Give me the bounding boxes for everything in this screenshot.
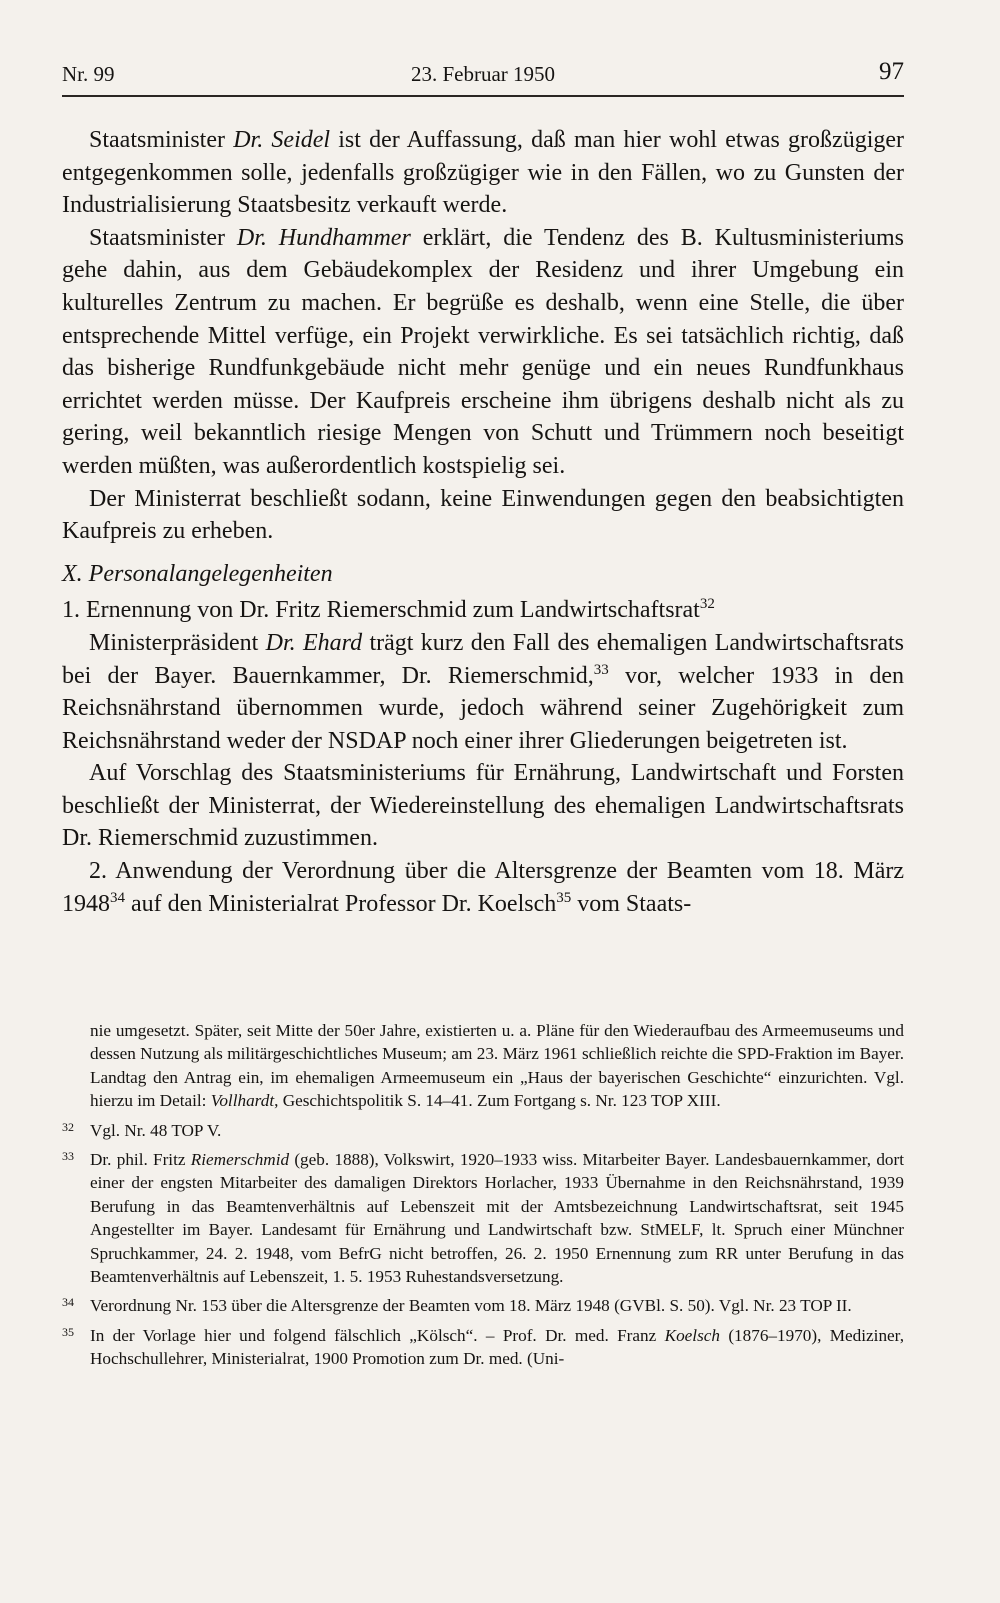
footnote-number: 35 <box>62 1324 74 1339</box>
paragraph-text: trägt kurz den Fall des ehemaligen Landwirtschaftsrats bei der Bayer. Bauernkammer, Dr. Riemerschmid, <box>62 629 904 689</box>
footnote-ref: 33 <box>593 661 609 678</box>
person-name: Koelsch <box>664 1325 720 1345</box>
footnote-ref: 32 <box>699 596 715 613</box>
footnote-text: In der Vorlage hier und folgend fälschlich „Kölsch“. – Prof. Dr. med. Franz <box>90 1325 665 1345</box>
footnote-continuation <box>62 1019 904 1113</box>
paragraph-text: Staatsminister <box>89 127 234 153</box>
footnote-text: Vgl. Nr. 48 TOP V. <box>90 1120 222 1140</box>
paragraph-text: 2. Anwendung der Verordnung über die Altersgrenze der Beamten vom 18. März 1948 <box>62 858 904 917</box>
page-number: 97 <box>879 58 904 85</box>
paragraph-proposal: Auf Vorschlag des Staatsministeriums für Ernährung, Landwirtschaft und Forsten beschließt der Ministerrat, der Wiedereinstellung des ehemaligen Landwirtschaftsrats Dr. Riemerschmid zuzustimmen. <box>62 760 904 852</box>
footnote-33 <box>62 1148 904 1288</box>
footnote-35 <box>62 1324 904 1371</box>
paragraph-text: Staatsminister <box>89 224 237 251</box>
footnote-text: (geb. 1888), Volkswirt, 1920–1933 wiss. Mitarbeiter Bayer. Landesbauernkammer, dort einer der engsten Mitarbeiter des damaligen Direktors Horlacher, 1933 Übernahme in den Reichsnährstand, 1939 Berufung in das Beamtenverhältnis auf Lebenszeit mit der Amtsbezeichnung Landwirtschaftsrat, seit 1945 Angestellter im Bayer. Landesamt für Ernährung und Landwirtschaft bzw. StMELF, lt. Spruch einer Münchner Spruchkammer, 24. 2. 1948, vom BefrG nicht betroffen, 26. 2. 1950 Ernennung zum RR unter Berufung in das Beamtenverhältnis auf Lebenszeit, 1. 5. 1953 Ruhestandsversetzung. <box>90 1150 905 1287</box>
section-heading: X. Personalangelegenheiten <box>62 560 333 587</box>
footnote-number: 34 <box>62 1295 74 1310</box>
agenda-item-1 <box>62 594 904 627</box>
paragraph-text: Ministerpräsident <box>89 629 266 656</box>
paragraph-hundhammer <box>62 222 904 483</box>
speaker-name: Dr. Hundhammer <box>236 224 411 251</box>
running-header <box>62 58 904 94</box>
footnote-text: Verordnung Nr. 153 über die Altersgrenze der Beamten vom 18. März 1948 (GVBl. S. 50). Vgl. Nr. 23 TOP II. <box>90 1296 852 1316</box>
paragraph-text: vor, welcher 1933 in den Reichsnährstand übernommen wurde, jedoch während seiner Zugehörigkeit zum Reichsnährstand weder der NSDAP noch einer ihrer Gliederungen beigetreten ist. <box>62 662 904 754</box>
footnote-text: Dr. phil. Fritz <box>90 1150 191 1170</box>
main-text <box>62 124 904 920</box>
footnote-text: , Geschichtspolitik S. 14–41. Zum Fortgang s. Nr. 123 TOP XIII. <box>274 1091 721 1111</box>
header-date: 23. Februar 1950 <box>410 62 556 86</box>
document-number: Nr. 99 <box>62 62 115 86</box>
paragraph-text: ist der Auffassung, daß man hier wohl etwas großzügiger entgegenkommen solle, jedenfalls großzügiger wie in den Fällen, wo zu Gunsten der Industrialisierung Staatsbesitz verkauft werde. <box>62 127 905 219</box>
agenda-item-2 <box>62 855 904 920</box>
speaker-name: Dr. Seidel <box>233 127 331 153</box>
paragraph-ehard <box>62 627 904 757</box>
footnote-34 <box>62 1294 904 1317</box>
paragraph-text: vom Staats- <box>571 890 692 917</box>
footnotes <box>62 1019 904 1371</box>
person-name: Riemerschmid <box>190 1150 290 1170</box>
footnote-ref: 34 <box>110 889 125 906</box>
footnote-number: 32 <box>62 1119 74 1134</box>
footnote-ref: 35 <box>556 889 572 906</box>
header-rule <box>62 95 904 97</box>
paragraph-text: auf den Ministerialrat Professor Dr. Koelsch <box>125 890 557 917</box>
footnote-number: 33 <box>62 1149 74 1164</box>
footnote-text: (1876–1970), Mediziner, Hochschullehrer, Ministerialrat, 1900 Promotion zum Dr. med. (Uni- <box>90 1325 904 1369</box>
paragraph-text: erklärt, die Tendenz des B. Kultusministeriums gehe dahin, aus dem Gebäudekomplex der Residenz und ihrer Umgebung ein kulturelles Zentrum zu machen. Er begrüße es deshalb, wenn eine Stelle, die über entsprechende Mittel verfüge, ein Projekt verwirkliche. Es sei tatsächlich richtig, daß das bisherige Rundfunkgebäude nicht mehr genüge und ein neues Rundfunkhaus errichtet werden müsse. Der Kaufpreis erscheine ihm übrigens deshalb nicht als zu gering, weil bekanntlich riesige Mengen von Schutt und Trümmern noch beseitigt werden müßten, was außerordentlich kostspielig sei. <box>62 224 905 479</box>
footnote-text: nie umgesetzt. Später, seit Mitte der 50er Jahre, existierten u. a. Pläne für den Wiederaufbau des Armeemuseums und dessen Nutzung als militärgeschichtliches Museum; am 23. März 1961 schließlich reichte die SPD-Fraktion im Bayer. Landtag den Antrag ein, im ehemaligen Armeemuseum ein „Haus der bayerischen Geschichte“ einzurichten. Vgl. hierzu im Detail: <box>90 1021 904 1111</box>
speaker-name: Dr. Ehard <box>265 629 363 656</box>
paragraph-seidel <box>62 124 904 222</box>
agenda-item-title: 1. Ernennung von Dr. Fritz Riemerschmid zum Landwirtschaftsrat <box>62 597 700 624</box>
paragraph-decision: Der Ministerrat beschließt sodann, keine Einwendungen gegen den beabsichtigten Kaufpreis zu erheben. <box>62 485 904 545</box>
author-name: Vollhardt <box>210 1091 275 1111</box>
footnote-32 <box>62 1119 904 1142</box>
